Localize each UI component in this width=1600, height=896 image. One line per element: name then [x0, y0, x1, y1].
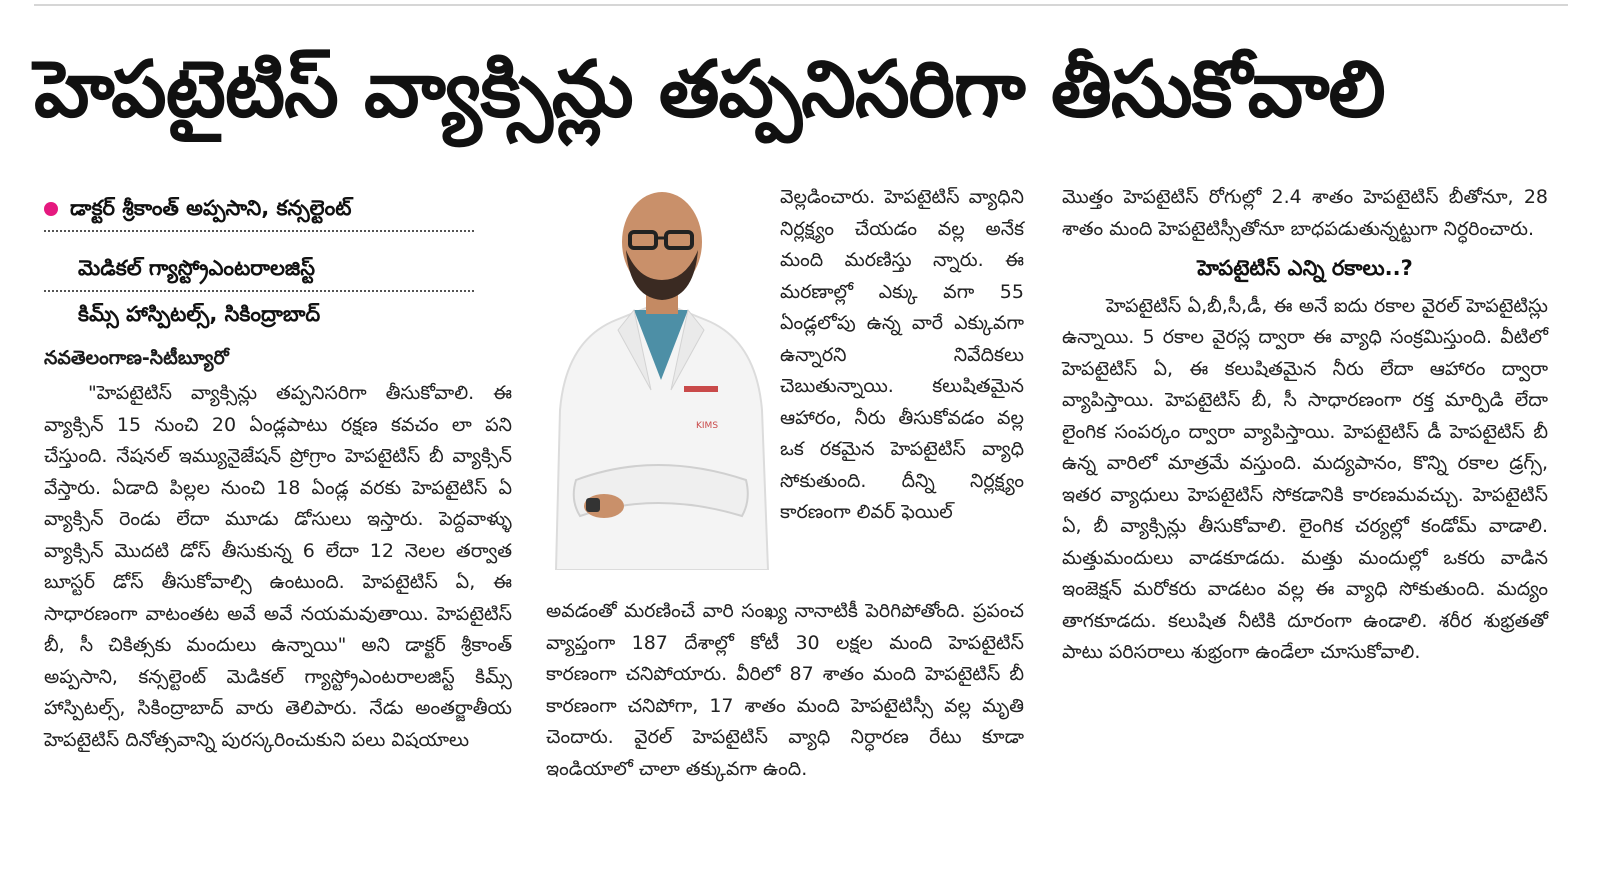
bullet-dot-icon [44, 202, 58, 216]
article-column-1 [44, 378, 512, 756]
dateline: నవతెలంగాణ-సిటీబ్యూరో [44, 347, 229, 369]
article-paragraph: "హెపటైటిస్ వ్యాక్సిన్లు తప్పనిసరిగా తీసుకోవాలి. ఈ వ్యాక్సిన్ 15 నుంచి 20 ఏండ్లపాటు రక్షణ కవచం లా పని చేస్తుంది. నేషనల్ ఇమ్యునైజేషన్ ప్రోగ్రాం హెపటైటిస్ బీ వ్యాక్సిన్ వేస్తారు. ఏడాది పిల్లల నుంచి 18 ఏండ్ల వరకు హెపటైటిస్ ఏ వ్యాక్సిన్ రెండు లేదా మూడు డోసులు ఇస్తారు. పెద్దవాళ్ళు వ్యాక్సిన్ మొదటి డోస్ తీసుకున్న 6 లేదా 12 నెలల తర్వాత బూస్టర్ డోస్ తీసుకోవాల్సి ఉంటుంది. హెపటైటిస్ ఏ, ఈ సాధారణంగా వాటంతట అవే అవే నయమవుతాయి. హెపటైటిస్ బీ, సీ చికిత్సకు మందులు ఉన్నాయి" అని డాక్టర్ శ్రీకాంత్ అప్పసాని, కన్సల్టెంట్ మెడికల్ గ్యాస్ట్రోఎంటరాలజిస్ట్ కిమ్స్ హాస్పిటల్స్, సికింద్రాబాద్ వారు తెలిపారు. నేడు అంతర్జాతీయ హెపటైటిస్ దినోత్సవాన్ని పురస్కరించుకుని పలు విషయాలు [44, 382, 512, 751]
byline-hospital: కిమ్స్ హాస్పిటల్స్, సికింద్రాబాద్ [78, 302, 321, 326]
article-paragraph: మొత్తం హెపటైటిస్ రోగుల్లో 2.4 శాతం హెపటైటిస్ బీతోనూ, 28 శాతం మంది హెపటైటిస్సీతోనూ బాధపడుతున్నట్టుగా నిర్ధరించారు. [1062, 186, 1548, 240]
byline-name-text: డాక్టర్ శ్రీకాంత్ అప్పసాని, కన్సల్టెంట్ [70, 196, 352, 220]
article-column-3 [1062, 182, 1548, 669]
byline-divider [44, 290, 474, 292]
byline-title: మెడికల్ గ్యాస్ట్రోఎంటరాలజిస్ట్ [78, 256, 315, 280]
doctor-photo [546, 180, 776, 570]
article-paragraph: వెల్లడించారు. హెపటైటిస్ వ్యాధిని నిర్లక్ష్యం చేయడం వల్ల అనేక మంది మరణిస్తు న్నారు. ఈ మరణాల్లో ఎక్కు వగా 55 ఏండ్లలోపు ఉన్న వారే ఎక్కువగా ఉన్నారని నివేదికలు చెబుతున్నాయి. కలుషితమైన ఆహారం, నీరు తీసుకోవడం వల్ల ఒక రకమైన హెపటైటిస్ వ్యాధి సోకుతుంది. దీన్ని నిర్లక్ష్యం కారణంగా లివర్ ఫెయిల్ [780, 186, 1024, 523]
byline-divider [44, 230, 474, 232]
coat-logo: KIMS [696, 421, 719, 431]
article-paragraph: అవడంతో మరణించే వారి సంఖ్య నానాటికీ పెరిగిపోతోంది. ప్రపంచ వ్యాప్తంగా 187 దేశాల్లో కోటీ 30 లక్షల మంది హెపటైటిస్ కారణంగా చనిపోయారు. వీరిలో 87 శాతం మంది హెపటైటిస్ బీ కారణంగా చనిపోగా, 17 శాతం మంది హెపటైటిస్సీ వల్ల మృతి చెందారు. వైరల్ హెపటైటిస్ వ్యాధి నిర్ధారణ రేటు కూడా ఇండియాలో చాలా తక్కువగా ఉంది. [546, 600, 1024, 780]
byline-name [44, 192, 351, 224]
headline: హెపటైటిస్ వ్యాక్సిన్లు తప్పనిసరిగా తీసుకోవాలి [34, 45, 1385, 135]
article-paragraph: హెపటైటిస్ ఏ,బీ,సీ,డీ, ఈ అనే ఐదు రకాల వైరల్ హెపటైటిస్లు ఉన్నాయి. 5 రకాల వైరస్ల ద్వారా ఈ వ్యాధి సంక్రమిస్తుంది. వీటిలో హెపటైటిస్ ఏ, ఈ కలుషితమైన నీరు లేదా ఆహారం ద్వారా వ్యాపిస్తాయి. హెపటైటిస్ బీ, సీ సాధారణంగా రక్త మార్పిడి లేదా లైంగిక సంపర్కం ద్వారా వ్యాపిస్తాయి. హెపటైటిస్ డీ హెపటైటిస్ బీ ఉన్న వారిలో మాత్రమే వస్తుంది. మద్యపానం, కొన్ని రకాల డ్రగ్స్, ఇతర వ్యాధులు హెపటైటిస్ సోకడానికి కారణమవచ్చు. హెపటైటిస్ ఏ, బీ వ్యాక్సిన్లు తీసుకోవాలి. లైంగిక చర్యల్లో కండోమ్ వాడాలి. మత్తుమందులు వాడకూడదు. మత్తు మందుల్లో ఒకరు వాడిన ఇంజెక్షన్ మరోకరు వాడటం వల్ల ఈ వ్యాధి సోకుతుంది. మద్యం తాగకూడదు. కలుషిత నీటికి దూరంగా ఉండాలి. శరీర శుభ్రతతో పాటు పరిసరాలు శుభ్రంగా ఉండేలా చూసుకోవాలి. [1062, 294, 1548, 663]
article-column-2-top [780, 182, 1024, 529]
subheading: హెపటైటిస్ ఎన్ని రకాలు..? [1197, 256, 1413, 280]
article-column-2-bottom [546, 596, 1024, 785]
top-rule [34, 4, 1568, 6]
